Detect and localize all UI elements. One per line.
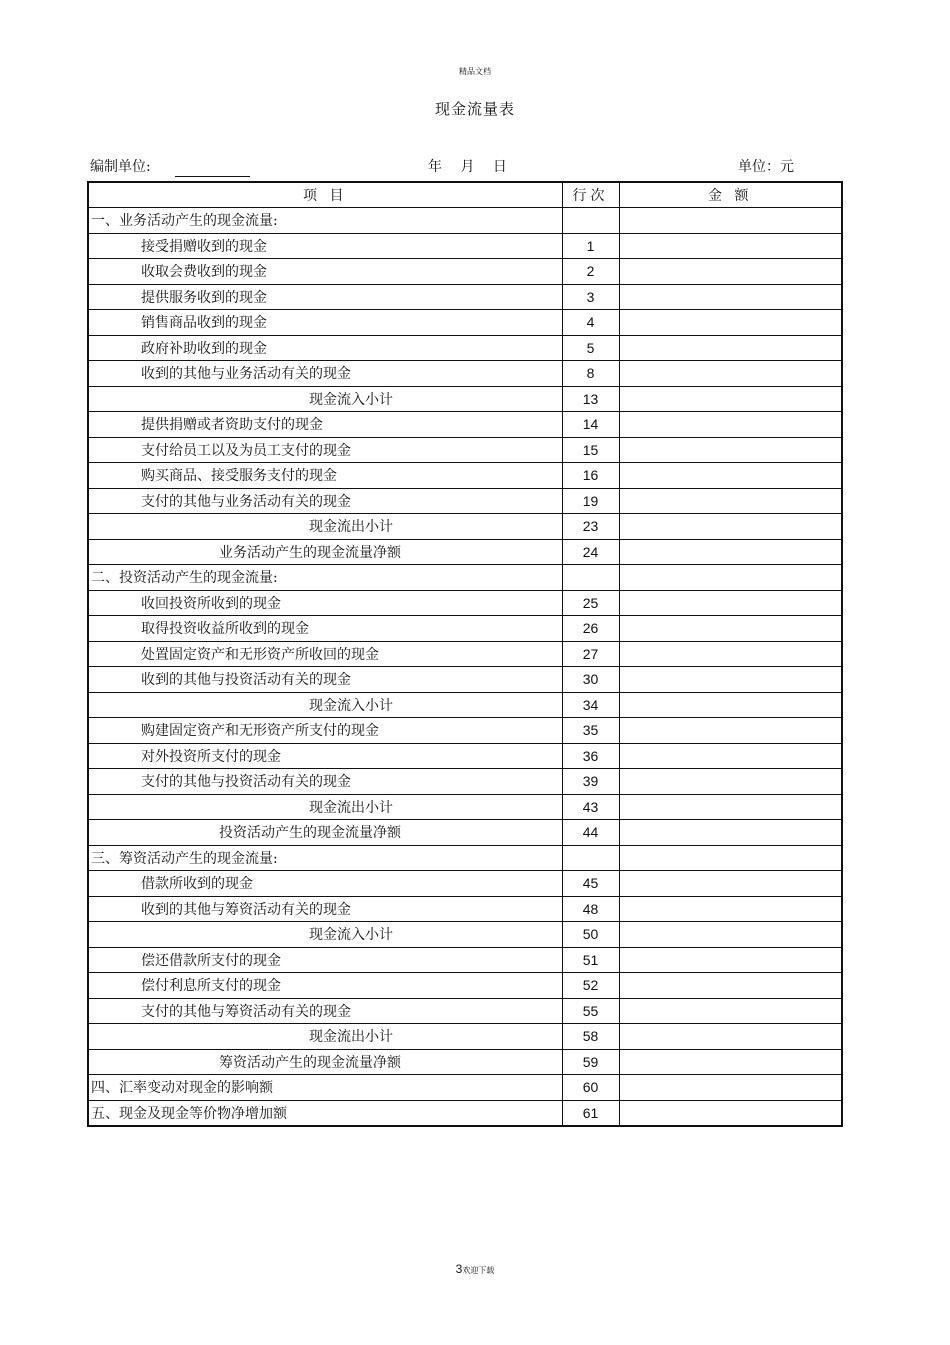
row-line-number <box>562 208 619 234</box>
row-line-number: 61 <box>562 1100 619 1126</box>
row-amount-cell[interactable] <box>619 820 842 846</box>
page-footer <box>0 1262 950 1276</box>
table-row <box>88 871 842 897</box>
row-amount-cell[interactable] <box>619 590 842 616</box>
row-amount-cell[interactable] <box>619 973 842 999</box>
table-row <box>88 794 842 820</box>
table-row <box>88 565 842 591</box>
page-title: 现金流量表 <box>434 100 515 118</box>
table-row <box>88 361 842 387</box>
table-row <box>88 233 842 259</box>
header-note: 精品文档 <box>459 67 491 76</box>
row-amount-cell[interactable] <box>619 463 842 489</box>
row-line-number: 19 <box>562 488 619 514</box>
row-item-label: 支付的其他与业务活动有关的现金 <box>88 488 562 514</box>
row-amount-cell[interactable] <box>619 488 842 514</box>
table-row <box>88 284 842 310</box>
row-item-label: 购买商品、接受服务支付的现金 <box>88 463 562 489</box>
row-item-label: 偿付利息所支付的现金 <box>88 973 562 999</box>
row-item-label: 借款所收到的现金 <box>88 871 562 897</box>
table-row <box>88 641 842 667</box>
date-label: 年 月 日 <box>428 159 507 175</box>
row-line-number: 48 <box>562 896 619 922</box>
row-amount-cell[interactable] <box>619 539 842 565</box>
row-amount-cell[interactable] <box>619 922 842 948</box>
table-row <box>88 386 842 412</box>
row-line-number: 43 <box>562 794 619 820</box>
row-amount-cell[interactable] <box>619 514 842 540</box>
row-item-label: 收到的其他与业务活动有关的现金 <box>88 361 562 387</box>
table-row <box>88 922 842 948</box>
row-line-number <box>562 565 619 591</box>
row-item-label: 支付给员工以及为员工支付的现金 <box>88 437 562 463</box>
footer-text: 欢迎下载 <box>462 1266 495 1275</box>
unit-blank-line <box>175 176 250 177</box>
row-amount-cell[interactable] <box>619 565 842 591</box>
row-line-number: 34 <box>562 692 619 718</box>
table-row <box>88 845 842 871</box>
table-row <box>88 743 842 769</box>
row-item-label: 对外投资所支付的现金 <box>88 743 562 769</box>
row-line-number: 13 <box>562 386 619 412</box>
row-line-number: 23 <box>562 514 619 540</box>
header-line-no: 行次 <box>562 182 619 208</box>
row-amount-cell[interactable] <box>619 233 842 259</box>
row-amount-cell[interactable] <box>619 1075 842 1101</box>
row-item-label: 二、投资活动产生的现金流量: <box>88 565 562 591</box>
row-item-label: 五、现金及现金等价物净增加额 <box>88 1100 562 1126</box>
row-item-label: 取得投资收益所收到的现金 <box>88 616 562 642</box>
table-row <box>88 1075 842 1101</box>
table-row <box>88 667 842 693</box>
table-row <box>88 514 842 540</box>
row-line-number: 35 <box>562 718 619 744</box>
table-row <box>88 539 842 565</box>
row-amount-cell[interactable] <box>619 310 842 336</box>
row-item-label: 现金流入小计 <box>88 922 562 948</box>
table-row <box>88 1024 842 1050</box>
table-row <box>88 998 842 1024</box>
row-item-label: 政府补助收到的现金 <box>88 335 562 361</box>
row-item-label: 现金流入小计 <box>88 692 562 718</box>
table-row <box>88 973 842 999</box>
row-item-label: 收到的其他与投资活动有关的现金 <box>88 667 562 693</box>
table-row <box>88 335 842 361</box>
row-item-label: 投资活动产生的现金流量净额 <box>88 820 562 846</box>
row-item-label: 现金流入小计 <box>88 386 562 412</box>
row-amount-cell[interactable] <box>619 871 842 897</box>
row-item-label: 四、汇率变动对现金的影响额 <box>88 1075 562 1101</box>
row-line-number: 58 <box>562 1024 619 1050</box>
row-line-number: 26 <box>562 616 619 642</box>
row-item-label: 业务活动产生的现金流量净额 <box>88 539 562 565</box>
row-line-number: 15 <box>562 437 619 463</box>
row-line-number <box>562 845 619 871</box>
row-line-number: 44 <box>562 820 619 846</box>
row-line-number: 39 <box>562 769 619 795</box>
cash-flow-table <box>87 181 843 1127</box>
row-amount-cell[interactable] <box>619 896 842 922</box>
row-line-number: 3 <box>562 284 619 310</box>
row-amount-cell[interactable] <box>619 794 842 820</box>
row-line-number: 24 <box>562 539 619 565</box>
page-number: 3 <box>455 1262 463 1276</box>
row-item-label: 处置固定资产和无形资产所收回的现金 <box>88 641 562 667</box>
row-line-number: 14 <box>562 412 619 438</box>
row-item-label: 三、筹资活动产生的现金流量: <box>88 845 562 871</box>
row-line-number: 16 <box>562 463 619 489</box>
row-line-number: 1 <box>562 233 619 259</box>
table-row <box>88 947 842 973</box>
row-amount-cell[interactable] <box>619 208 842 234</box>
row-item-label: 接受捐赠收到的现金 <box>88 233 562 259</box>
row-item-label: 收回投资所收到的现金 <box>88 590 562 616</box>
row-amount-cell[interactable] <box>619 616 842 642</box>
row-line-number: 8 <box>562 361 619 387</box>
row-amount-cell[interactable] <box>619 437 842 463</box>
header-amount: 金 额 <box>619 182 842 208</box>
row-item-label: 支付的其他与筹资活动有关的现金 <box>88 998 562 1024</box>
table-row <box>88 718 842 744</box>
row-item-label: 收到的其他与筹资活动有关的现金 <box>88 896 562 922</box>
row-amount-cell[interactable] <box>619 1024 842 1050</box>
row-item-label: 支付的其他与投资活动有关的现金 <box>88 769 562 795</box>
row-amount-cell[interactable] <box>619 412 842 438</box>
row-item-label: 现金流出小计 <box>88 794 562 820</box>
table-row <box>88 463 842 489</box>
table-row <box>88 310 842 336</box>
row-line-number: 60 <box>562 1075 619 1101</box>
table-row <box>88 1049 842 1075</box>
row-amount-cell[interactable] <box>619 284 842 310</box>
row-line-number: 45 <box>562 871 619 897</box>
row-line-number: 36 <box>562 743 619 769</box>
row-line-number: 55 <box>562 998 619 1024</box>
row-item-label: 现金流出小计 <box>88 514 562 540</box>
row-item-label: 购建固定资产和无形资产所支付的现金 <box>88 718 562 744</box>
table-row <box>88 590 842 616</box>
row-item-label: 收取会费收到的现金 <box>88 259 562 285</box>
row-item-label: 提供捐赠或者资助支付的现金 <box>88 412 562 438</box>
row-amount-cell[interactable] <box>619 947 842 973</box>
row-line-number: 27 <box>562 641 619 667</box>
row-amount-cell[interactable] <box>619 845 842 871</box>
row-amount-cell[interactable] <box>619 1100 842 1126</box>
row-line-number: 4 <box>562 310 619 336</box>
header-item: 项 目 <box>88 182 562 208</box>
row-line-number: 2 <box>562 259 619 285</box>
table-row <box>88 1100 842 1126</box>
row-item-label: 提供服务收到的现金 <box>88 284 562 310</box>
table-row <box>88 616 842 642</box>
row-item-label: 一、业务活动产生的现金流量: <box>88 208 562 234</box>
row-line-number: 51 <box>562 947 619 973</box>
table-row <box>88 820 842 846</box>
row-item-label: 筹资活动产生的现金流量净额 <box>88 1049 562 1075</box>
money-unit-label: 单位：元 <box>738 159 794 175</box>
row-line-number: 5 <box>562 335 619 361</box>
row-amount-cell[interactable] <box>619 641 842 667</box>
table-row <box>88 437 842 463</box>
unit-label: 编制单位: <box>90 159 151 175</box>
row-amount-cell[interactable] <box>619 718 842 744</box>
row-amount-cell[interactable] <box>619 769 842 795</box>
table-row <box>88 769 842 795</box>
row-amount-cell[interactable] <box>619 361 842 387</box>
row-amount-cell[interactable] <box>619 692 842 718</box>
row-line-number: 50 <box>562 922 619 948</box>
row-amount-cell[interactable] <box>619 386 842 412</box>
table-row <box>88 488 842 514</box>
table-row <box>88 412 842 438</box>
table-row <box>88 208 842 234</box>
table-header-row <box>88 182 842 208</box>
row-item-label: 现金流出小计 <box>88 1024 562 1050</box>
row-item-label: 销售商品收到的现金 <box>88 310 562 336</box>
table-row <box>88 692 842 718</box>
row-line-number: 59 <box>562 1049 619 1075</box>
row-amount-cell[interactable] <box>619 743 842 769</box>
row-amount-cell[interactable] <box>619 998 842 1024</box>
row-amount-cell[interactable] <box>619 1049 842 1075</box>
row-item-label: 偿还借款所支付的现金 <box>88 947 562 973</box>
row-line-number: 30 <box>562 667 619 693</box>
row-amount-cell[interactable] <box>619 667 842 693</box>
table-row <box>88 896 842 922</box>
row-line-number: 52 <box>562 973 619 999</box>
row-line-number: 25 <box>562 590 619 616</box>
row-amount-cell[interactable] <box>619 335 842 361</box>
row-amount-cell[interactable] <box>619 259 842 285</box>
table-row <box>88 259 842 285</box>
